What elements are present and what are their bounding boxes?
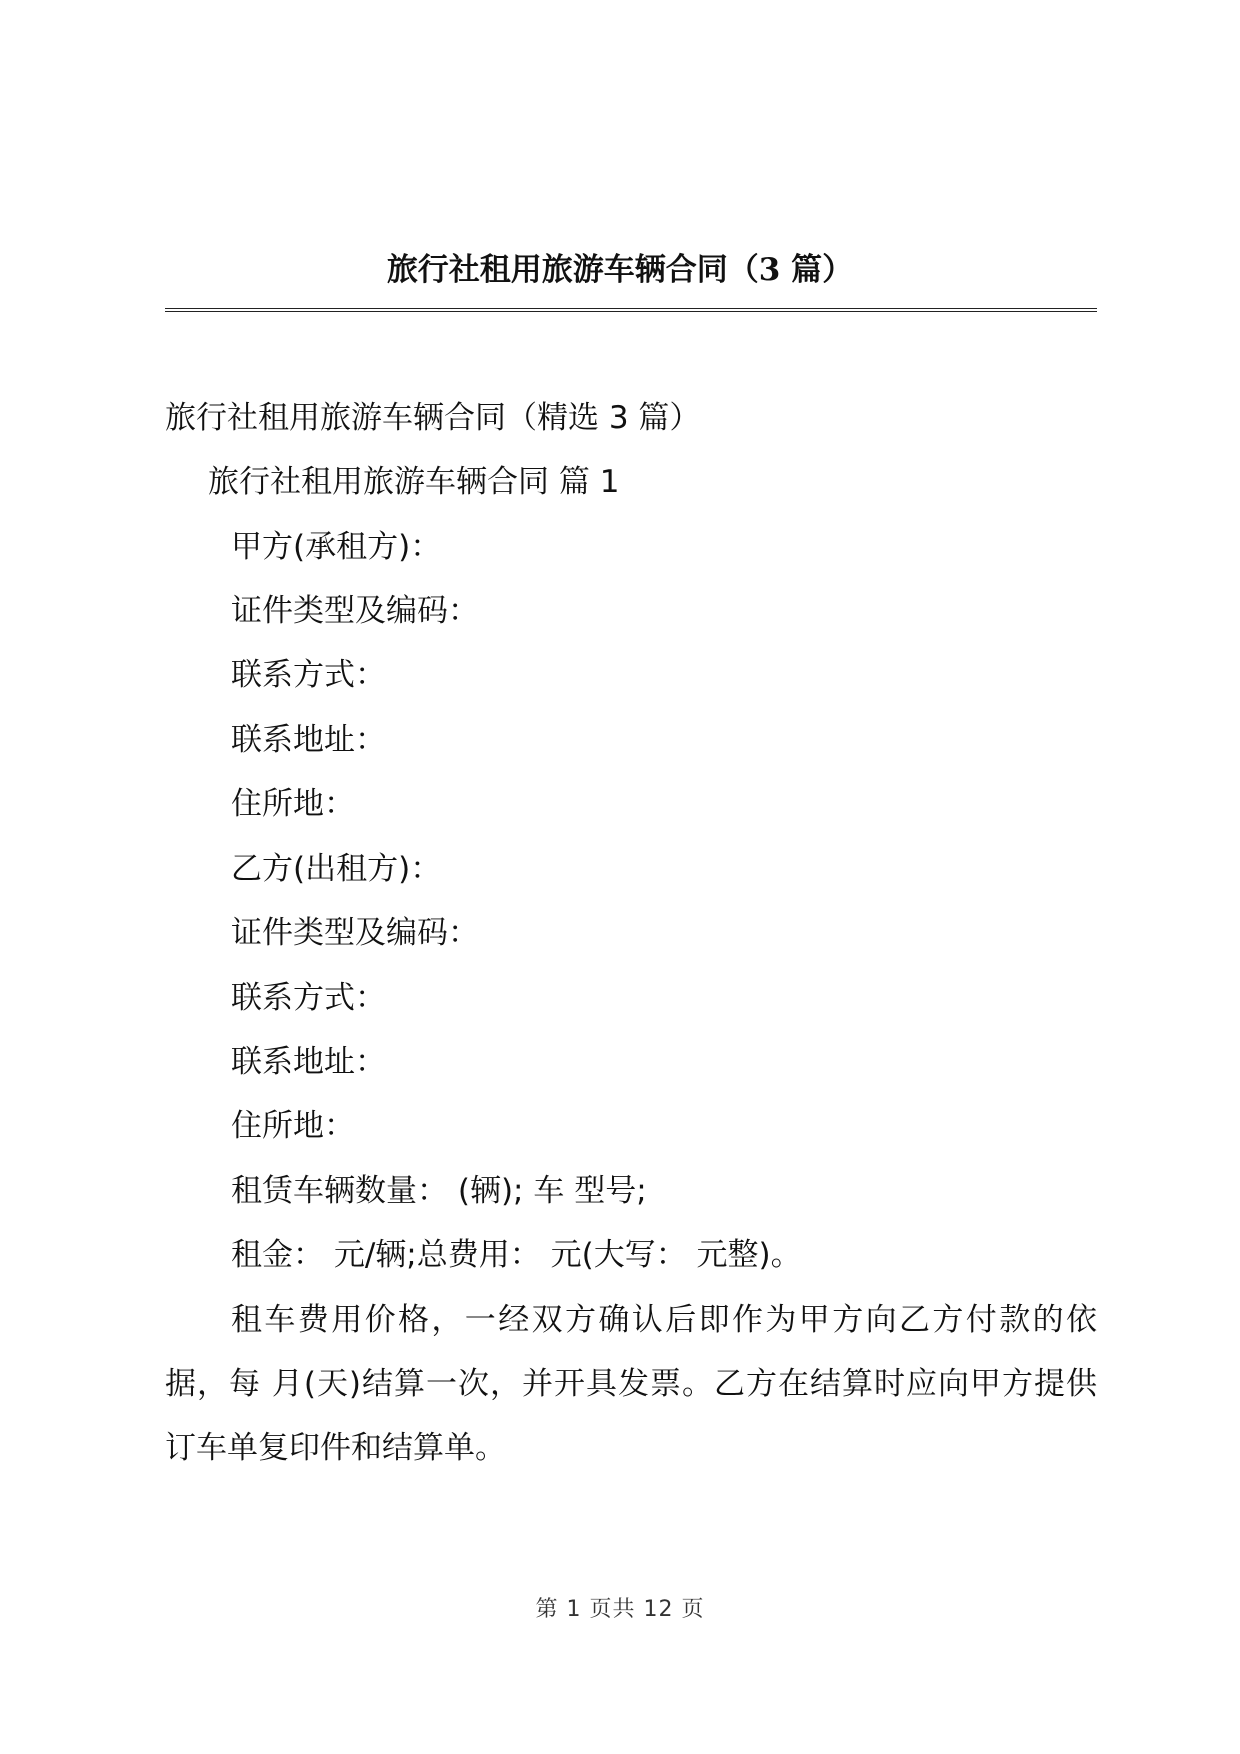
field-party-b-id: 证件类型及编码： [231, 915, 479, 951]
field-party-a-contact: 联系方式： [231, 657, 386, 693]
field-party-a-address: 联系地址： [231, 722, 386, 758]
field-rent: 租金： 元/辆;总费用： 元(大写： 元整)。 [231, 1237, 802, 1273]
field-party-b: 乙方(出租方)： [231, 851, 442, 887]
payment-paragraph: 租车费用价格，一经双方确认后即作为甲方向乙方付款的依据，每 月(天)结算一次，并开具发票。乙方在结算时应向甲方提供订车单复印件和结算单。 [165, 1302, 1097, 1466]
field-vehicle-count: 租赁车辆数量： (辆); 车 型号; [231, 1173, 647, 1209]
section-subheading: 旅行社租用旅游车辆合同 篇 1 [208, 464, 620, 500]
field-party-a-id: 证件类型及编码： [231, 593, 479, 629]
field-party-b-contact: 联系方式： [231, 980, 386, 1016]
document-heading: 旅行社租用旅游车辆合同（精选 3 篇） [165, 400, 701, 436]
field-party-a-residence: 住所地： [231, 786, 355, 822]
page-number: 第 1 页共 12 页 [535, 1597, 705, 1622]
field-party-a: 甲方(承租方)： [231, 529, 442, 565]
document-title: 旅行社租用旅游车辆合同（3 篇） [386, 252, 854, 288]
field-party-b-residence: 住所地： [231, 1108, 355, 1144]
title-double-rule [165, 308, 1097, 312]
field-party-b-address: 联系地址： [231, 1044, 386, 1080]
